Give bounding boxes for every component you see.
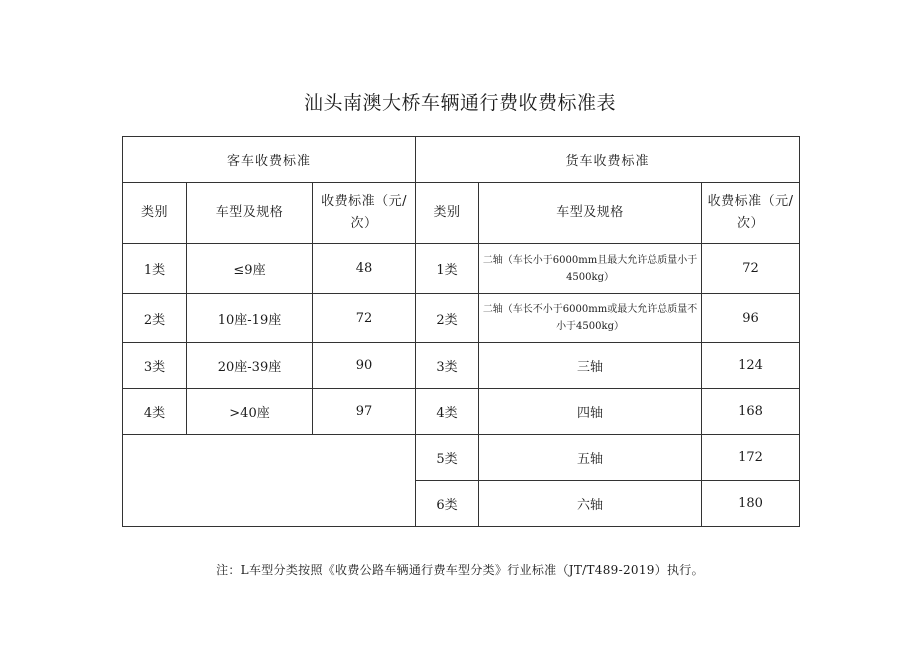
table-row — [123, 244, 800, 294]
freight-class-cell: 1类 — [416, 244, 479, 294]
table-row — [123, 343, 800, 389]
footnote: 注：L车型分类按照《收费公路车辆通行费车型分类》行业标准（JT/T489-2019）执行。 — [216, 563, 704, 577]
freight-type-cell: 二轴（车长不小于6000mm或最大允许总质量不小于4500kg） — [479, 294, 702, 343]
freight-class-cell: 5类 — [416, 435, 479, 481]
freight-type-cell: 六轴 — [479, 481, 702, 527]
freight-type-cell: 五轴 — [479, 435, 702, 481]
freight-col-class: 类别 — [416, 183, 479, 244]
freight-fee-cell: 180 — [702, 481, 800, 527]
passenger-type-cell: 20座-39座 — [187, 343, 313, 389]
passenger-fee-cell: 90 — [313, 343, 416, 389]
passenger-class-cell: 3类 — [123, 343, 187, 389]
freight-class-cell: 2类 — [416, 294, 479, 343]
freight-class-cell: 3类 — [416, 343, 479, 389]
passenger-col-class: 类别 — [123, 183, 187, 244]
freight-col-fee: 收费标准（元/次） — [702, 183, 800, 244]
passenger-section-header: 客车收费标准 — [123, 137, 416, 183]
passenger-empty-cell — [123, 435, 416, 527]
passenger-col-type: 车型及规格 — [187, 183, 313, 244]
passenger-fee-cell: 48 — [313, 244, 416, 294]
table-row — [123, 389, 800, 435]
freight-class-cell: 4类 — [416, 389, 479, 435]
freight-type-cell: 二轴（车长小于6000mm且最大允许总质量小于4500kg） — [479, 244, 702, 294]
freight-type-cell: 四轴 — [479, 389, 702, 435]
freight-type-cell: 三轴 — [479, 343, 702, 389]
fee-table — [122, 136, 800, 527]
passenger-class-cell: 4类 — [123, 389, 187, 435]
passenger-type-cell: >40座 — [187, 389, 313, 435]
table-row — [123, 294, 800, 343]
passenger-type-cell: ≤9座 — [187, 244, 313, 294]
passenger-class-cell: 1类 — [123, 244, 187, 294]
passenger-col-fee: 收费标准（元/次） — [313, 183, 416, 244]
freight-fee-cell: 72 — [702, 244, 800, 294]
table-row — [123, 435, 800, 481]
freight-col-type: 车型及规格 — [479, 183, 702, 244]
passenger-fee-cell: 72 — [313, 294, 416, 343]
freight-fee-cell: 168 — [702, 389, 800, 435]
passenger-type-cell: 10座-19座 — [187, 294, 313, 343]
freight-class-cell: 6类 — [416, 481, 479, 527]
freight-fee-cell: 172 — [702, 435, 800, 481]
page-title: 汕头南澳大桥车辆通行费收费标准表 — [303, 92, 616, 114]
passenger-fee-cell: 97 — [313, 389, 416, 435]
freight-fee-cell: 96 — [702, 294, 800, 343]
passenger-class-cell: 2类 — [123, 294, 187, 343]
freight-fee-cell: 124 — [702, 343, 800, 389]
freight-section-header: 货车收费标准 — [416, 137, 800, 183]
